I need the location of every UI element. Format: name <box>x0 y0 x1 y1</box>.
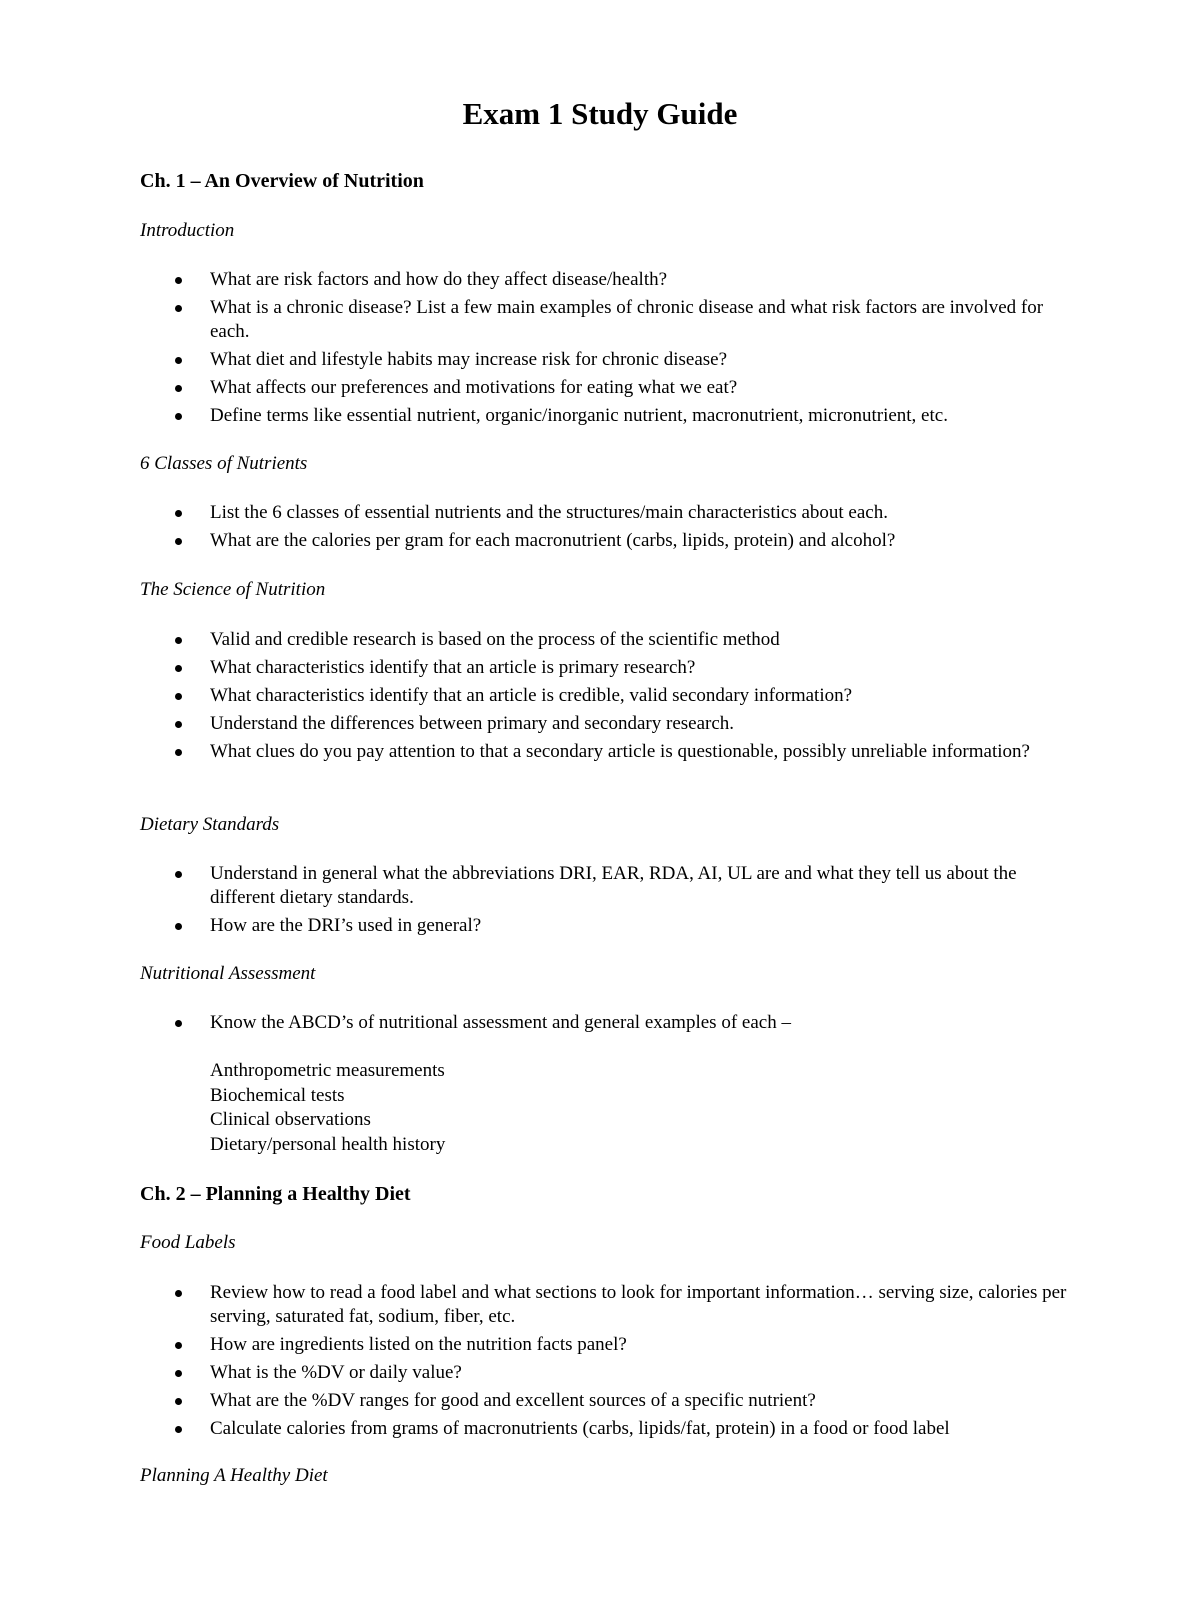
list-item: How are ingredients listed on the nutrition facts panel? <box>140 1333 1080 1357</box>
list-item: Valid and credible research is based on the process of the scientific method <box>140 628 1080 652</box>
list-item: Know the ABCD’s of nutritional assessment and general examples of each – <box>140 1011 1080 1035</box>
chapter-2-heading: Ch. 2 – Planning a Healthy Diet <box>140 1183 411 1205</box>
introduction-heading: Introduction <box>140 220 235 241</box>
list-item: What clues do you pay attention to that a secondary article is questionable, possibly unreliable information? <box>140 740 1080 764</box>
planning-healthy-diet-heading: Planning A Healthy Diet <box>140 1465 328 1486</box>
list-item: What affects our preferences and motivations for eating what we eat? <box>140 376 1080 400</box>
list-item: List the 6 classes of essential nutrients and the structures/main characteristics about each. <box>140 501 1080 525</box>
list-item: What is the %DV or daily value? <box>140 1361 1080 1385</box>
list-item: Understand the differences between primary and secondary research. <box>140 712 1080 736</box>
science-heading: The Science of Nutrition <box>140 579 326 600</box>
nutritional-assessment-list <box>140 1011 1080 1039</box>
list-item: Define terms like essential nutrient, organic/inorganic nutrient, macronutrient, micronutrient, etc. <box>140 404 1080 428</box>
chapter-1-heading: Ch. 1 – An Overview of Nutrition <box>140 170 424 192</box>
food-labels-heading: Food Labels <box>140 1232 236 1253</box>
abcd-item: Anthropometric measurements <box>210 1060 445 1081</box>
abcd-item: Biochemical tests <box>210 1084 345 1106</box>
nutrient-classes-list <box>140 501 1080 557</box>
list-item: Review how to read a food label and what sections to look for important information… serving size, calories per serving, saturated fat, sodium, fiber, etc. <box>140 1281 1080 1329</box>
food-labels-list <box>140 1281 1080 1445</box>
science-list <box>140 628 1080 768</box>
list-item: What characteristics identify that an article is credible, valid secondary information? <box>140 684 1080 708</box>
list-item: What are the %DV ranges for good and excellent sources of a specific nutrient? <box>140 1389 1080 1413</box>
list-item: What are risk factors and how do they affect disease/health? <box>140 268 1080 292</box>
abcd-item: Clinical observations <box>210 1109 371 1130</box>
dietary-standards-heading: Dietary Standards <box>140 814 280 835</box>
list-item: What is a chronic disease? List a few main examples of chronic disease and what risk factors are involved for each. <box>140 296 1080 344</box>
list-item: What diet and lifestyle habits may increase risk for chronic disease? <box>140 348 1080 372</box>
abcd-list <box>210 1059 445 1157</box>
abcd-item: Dietary/personal health history <box>210 1133 446 1155</box>
nutritional-assessment-heading: Nutritional Assessment <box>140 963 316 984</box>
list-item: How are the DRI’s used in general? <box>140 914 1080 938</box>
list-item: Understand in general what the abbreviations DRI, EAR, RDA, AI, UL are and what they tell us about the different dietary standards. <box>140 862 1080 910</box>
nutrient-classes-heading: 6 Classes of Nutrients <box>140 453 308 474</box>
list-item: Calculate calories from grams of macronutrients (carbs, lipids/fat, protein) in a food or food label <box>140 1417 1080 1441</box>
list-item: What are the calories per gram for each macronutrient (carbs, lipids, protein) and alcohol? <box>140 529 1080 553</box>
dietary-standards-list <box>140 862 1080 942</box>
introduction-list <box>140 268 1080 432</box>
document-title: Exam 1 Study Guide <box>462 96 738 131</box>
list-item: What characteristics identify that an article is primary research? <box>140 656 1080 680</box>
